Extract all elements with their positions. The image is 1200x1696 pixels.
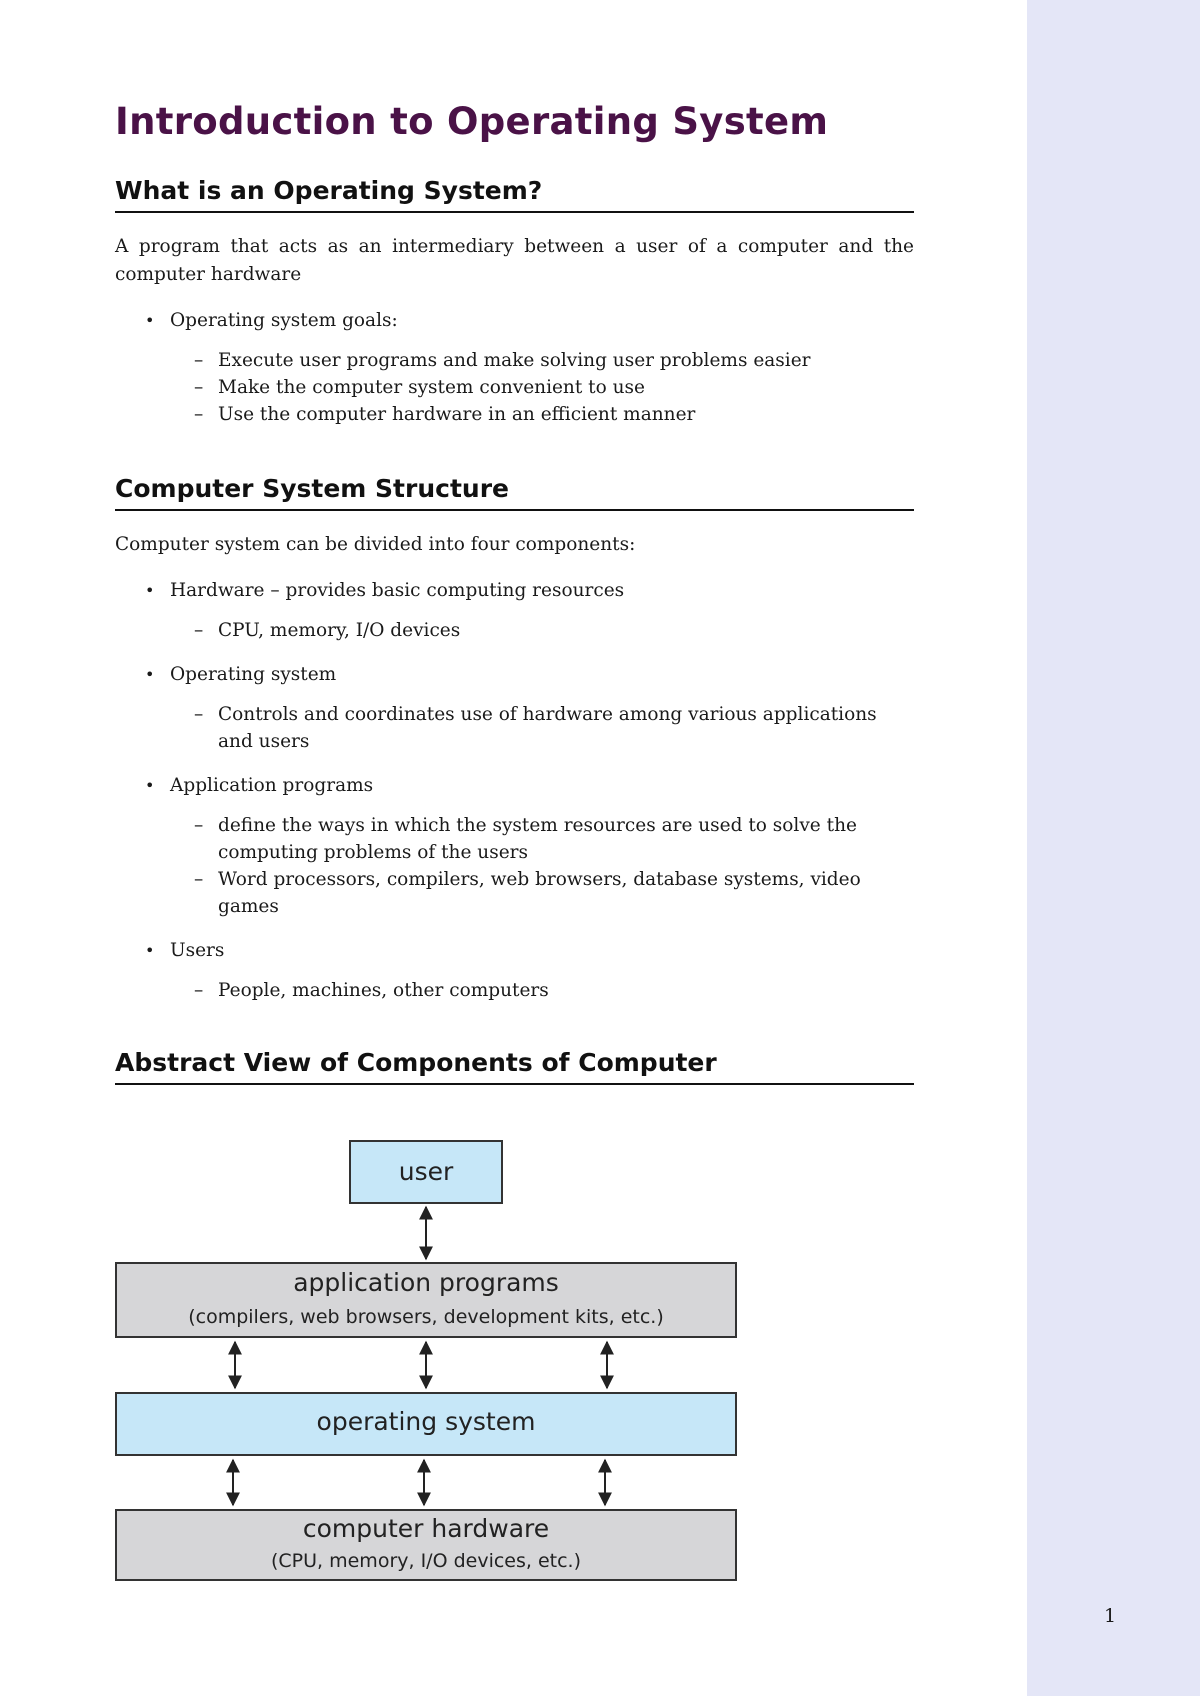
computer-hardware-subtitle: (CPU, memory, I/O devices, etc.) xyxy=(270,1550,581,1572)
sub-list xyxy=(170,977,914,1004)
section-heading-structure: Computer System Structure xyxy=(115,474,914,511)
list-item-label: Application programs xyxy=(170,775,374,796)
section2-paragraph: Computer system can be divided into four components: xyxy=(115,534,636,555)
list-item xyxy=(170,661,914,755)
main-content xyxy=(115,100,914,1085)
list-item xyxy=(170,772,914,920)
section-heading-abstract-view: Abstract View of Components of Computer xyxy=(115,1048,914,1085)
list-item-label: Hardware – provides basic computing resources xyxy=(170,580,625,601)
sub-list xyxy=(170,701,914,755)
sub-list-item: – CPU, memory, I/O devices xyxy=(218,617,914,644)
sub-list xyxy=(170,617,914,644)
computer-hardware-title: computer hardware xyxy=(302,1514,550,1543)
section2-list xyxy=(115,577,914,1004)
application-programs-title: application programs xyxy=(293,1268,559,1297)
operating-system-label: operating system xyxy=(316,1407,536,1436)
user-box-label: user xyxy=(398,1157,454,1186)
sub-list-item: – Make the computer system convenient to use xyxy=(218,374,914,401)
list-item xyxy=(170,937,914,1004)
sub-list-item: – Controls and coordinates use of hardware among various applications and users xyxy=(218,701,914,755)
list-item xyxy=(170,307,914,428)
sub-list-item: – People, machines, other computers xyxy=(218,977,914,1004)
sub-list xyxy=(170,347,914,428)
list-item-label: Operating system xyxy=(170,664,337,685)
section-heading-what-is-os: What is an Operating System? xyxy=(115,176,914,213)
diagram-arrows xyxy=(115,1140,740,1585)
page-number: 1 xyxy=(1103,1605,1117,1627)
application-programs-subtitle: (compilers, web browsers, development kits, etc.) xyxy=(188,1306,664,1328)
sub-list-item: – Use the computer hardware in an efficient manner xyxy=(218,401,914,428)
sub-list xyxy=(170,812,914,920)
section1-paragraph: A program that acts as an intermediary between a user of a computer and the computer hardware xyxy=(115,236,914,285)
sidebar-panel xyxy=(1027,0,1200,1696)
page-title: Introduction to Operating System xyxy=(115,100,829,143)
list-item-label: Operating system goals: xyxy=(170,310,398,331)
components-diagram xyxy=(115,1140,740,1585)
sub-list-item: – Word processors, compilers, web browsers, database systems, video games xyxy=(218,866,914,920)
sub-list-item: – Execute user programs and make solving user problems easier xyxy=(218,347,914,374)
sub-list-item: – define the ways in which the system resources are used to solve the computing problems of the users xyxy=(218,812,914,866)
section1-list xyxy=(115,307,914,428)
list-item xyxy=(170,577,914,644)
list-item-label: Users xyxy=(170,940,225,961)
